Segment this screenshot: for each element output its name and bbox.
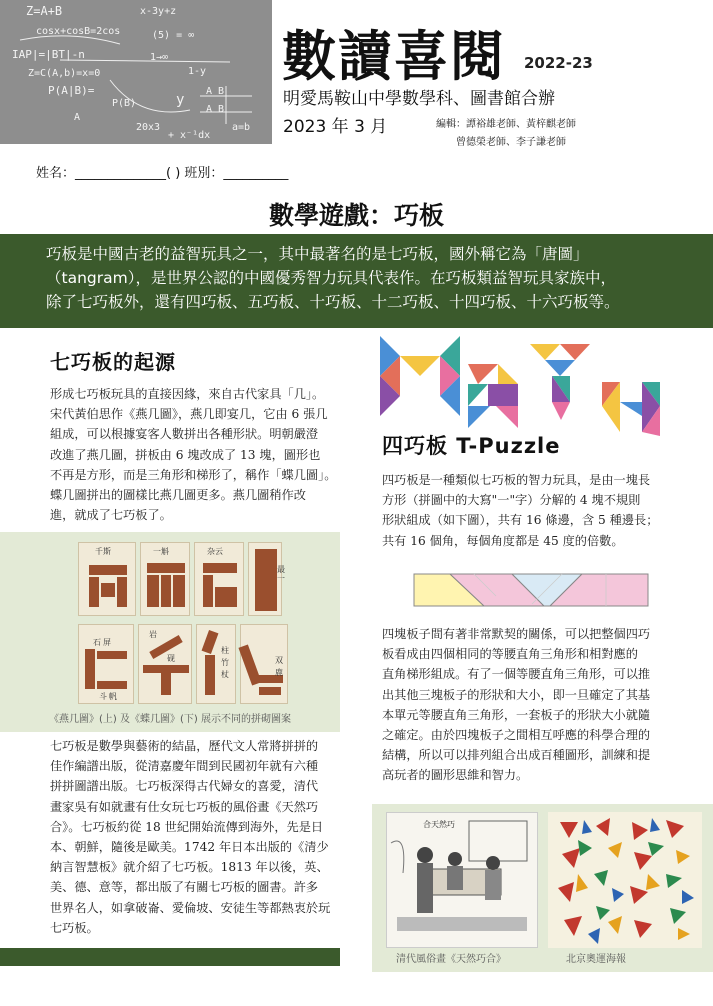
banner-line: 除了七巧板外，還有四巧板、五巧板、十巧板、十二巧板、十四巧板、十六巧板等。 [46,293,620,311]
qing-painting-image [386,812,538,948]
scribble: a=b [232,122,251,133]
text-line: 蝶几圖拼出的圖樣比燕几圖更多。燕几圖稍作改 [50,488,306,503]
tangram-letter-h [602,382,660,436]
text-line: 形狀組成（如下圖），共有 16 條邊，含 5 種邊長； [382,513,659,528]
scribble: P(A|B)= [48,84,95,97]
tpuzzle-paragraph [382,470,674,551]
tile-label: 石 [93,638,101,647]
scribble: x-3y+z [140,6,177,17]
text-line: 結構，所以可以排列組合出成百種圖形，訓練和提 [382,748,651,763]
pattern-tile [248,542,285,616]
text-line: 進，就成了七巧板了。 [50,508,172,523]
text-line: 納言智慧板》就介紹了七巧板。1813 年以後，英、 [50,860,329,875]
scribble: (5) = ∞ [152,30,195,41]
tile-label: 屏 [103,638,111,647]
text-line: 板看成由四個相同的等腰直角三角形和相對應的 [382,647,638,662]
text-line: 世界名人，如拿破崙、愛倫坡、安徒生等都熱衷於玩 [50,900,331,915]
tile-label: 竹 [221,658,229,667]
section-heading-tpuzzle: 四巧板 T-Puzzle [382,434,561,458]
page-title: 數學遊戲：巧板 [268,201,444,230]
text-line: 高玩者的圖形思維和智力。 [382,768,529,783]
scribble: Z=A+B [26,4,63,18]
issue-year: 2022-23 [524,54,593,72]
banner-line: 巧板是中國古老的益智玩具之一，其中最著名的是七巧板，國外稱它為「唐圖」 [46,245,589,263]
scribble: A [74,112,81,123]
scribble: + x⁻¹dx [168,130,211,141]
tangram-letter-a [468,364,518,428]
painting-title: 合天然巧 [423,820,455,829]
tile-label: 千斯 [95,547,111,556]
text-line: 七巧板是數學與藝術的結晶，歷代文人常將拼拼的 [50,739,319,753]
right-figure-panel [372,804,713,972]
text-line: 形成七巧板玩具的直接因緣，來自古代家具「几」。 [50,387,325,401]
editors-line: 曾德榮老師、李子謙老師 [456,137,566,148]
tile-label: 砚 [167,654,175,663]
text-line: 七巧板。 [50,920,99,935]
poster-caption: 北京奧運海報 [566,954,626,965]
tile-label: 杂云 [207,547,223,556]
history-paragraph [50,736,342,938]
school-name: 明愛馬鞍山中學數學科、圖書館合辦 [283,89,555,109]
text-line: 合》。七巧板約從 18 世紀開始流傳到海外，先是日 [50,819,324,834]
pattern-tile [240,624,288,704]
text-line: 四巧板是一種類似七巧板的智力玩具，是由一塊長 [382,473,651,487]
masthead-title: 數讀喜閱 [282,25,506,88]
intro-banner [0,234,713,328]
tangram-letter-t [530,344,590,420]
origin-paragraph [50,384,342,525]
footer-bar [0,948,340,966]
text-line: 不再是方形，而是三角形和梯形了，稱作「蝶几圖」。 [50,467,337,482]
header-math-image [0,0,272,144]
tpuzzle-structure-paragraph [382,624,674,786]
pattern-tile [78,542,136,616]
scribble: IAP|=|BT|-n [12,48,85,61]
pattern-tile [196,624,236,704]
tangram-letter-m [380,336,460,416]
tpuzzle-pieces-diagram [412,570,652,610]
text-line: 宋代黃伯思作《燕几圖》，燕几即宴几，它由 6 張几 [50,407,328,422]
tile-label: 鹿 [275,668,283,677]
scribble: A B [206,104,225,115]
text-line: 之確定。由於四塊板子之間相互呼應的科學合理的 [382,728,651,743]
figure-caption: 《燕几圖》(上) 及《蝶几圖》(下) 展示不同的拼砌圖案 [49,714,291,725]
scribble: Z=C(A,b)=x=0 [28,68,101,79]
text-line: 四塊板子間有著非常默契的關係，可以把整個四巧 [382,627,651,641]
student-info-line: 姓名：______________( ) 班別：__________ [36,166,289,181]
tile-label: 斗 [99,692,107,701]
text-line: 畫家吳有如就畫有仕女玩七巧板的風俗畫《天然巧 [50,799,319,814]
scribble: P(B) [112,98,137,109]
text-line: 方形（拼圖中的大寫"一"字）分解的 4 塊不規則 [382,493,641,508]
text-line: 組成，可以根據宴客人數拼出各種形狀。明朝嚴澄 [50,427,319,442]
pattern-tile [194,542,244,616]
pattern-tile [138,624,192,704]
pattern-tile [140,542,190,616]
painting-caption: 清代風俗畫《天然巧合》 [396,954,506,965]
yanji-dieji-figure [0,532,340,732]
scribble: 1-y [188,66,207,77]
editors [436,116,576,152]
scribble: 1→∞ [150,52,169,63]
scribble: 20x3 [136,122,161,133]
tile-label: 双 [275,656,283,665]
section-heading-origin: 七巧板的起源 [50,350,176,374]
text-line: 拼拼圖譜出版。七巧板深得古代婦女的喜愛，清代 [50,779,319,794]
scribble: cosx+cosB=2cos [36,26,121,37]
text-line: 佳作編譜出版，從清嘉慶年間到民國初年就有六種 [50,759,319,774]
tile-label: 岩 [149,630,157,639]
tile-label: 帆 [109,692,117,701]
text-line: 直角梯形組成。有了一個等腰直角三角形，可以推 [382,667,651,682]
text-line: 共有 16 個角，每個角度都是 45 度的倍數。 [382,533,624,548]
issue-date: 2023 年 3 月 [283,117,388,137]
text-line: 出其他三塊板子的形狀和大小，即一旦確定了其基 [382,687,651,702]
text-line: 本單元等腰直角三角形，一套板子的形狀大小就隨 [382,707,651,722]
tile-label: 杖 [221,670,229,679]
text-line: 美、德、意等，都出版了有關七巧板的圖書。許多 [50,880,319,895]
editors-line: 編輯：譚裕雄老師、黃梓麒老師 [436,119,576,130]
scribble-lines [0,0,272,144]
scribble: y [176,92,185,108]
tile-label: 最一 [277,565,285,583]
pattern-tile [78,624,134,704]
text-line: 改進了燕几圖，拼板由 6 塊改成了 13 塊，圖形也 [50,447,321,462]
tile-label: 柱 [221,646,229,655]
scribble: A B [206,86,225,97]
text-line: 本、朝鮮，隨後是歐美。1742 年日本出版的《清少 [50,840,329,855]
olympic-poster-image [548,812,702,948]
tile-label: 一斛 [153,547,169,556]
banner-line: （tangram），是世界公認的中國優秀智力玩具代表作。在巧板類益智玩具家族中， [46,269,616,287]
